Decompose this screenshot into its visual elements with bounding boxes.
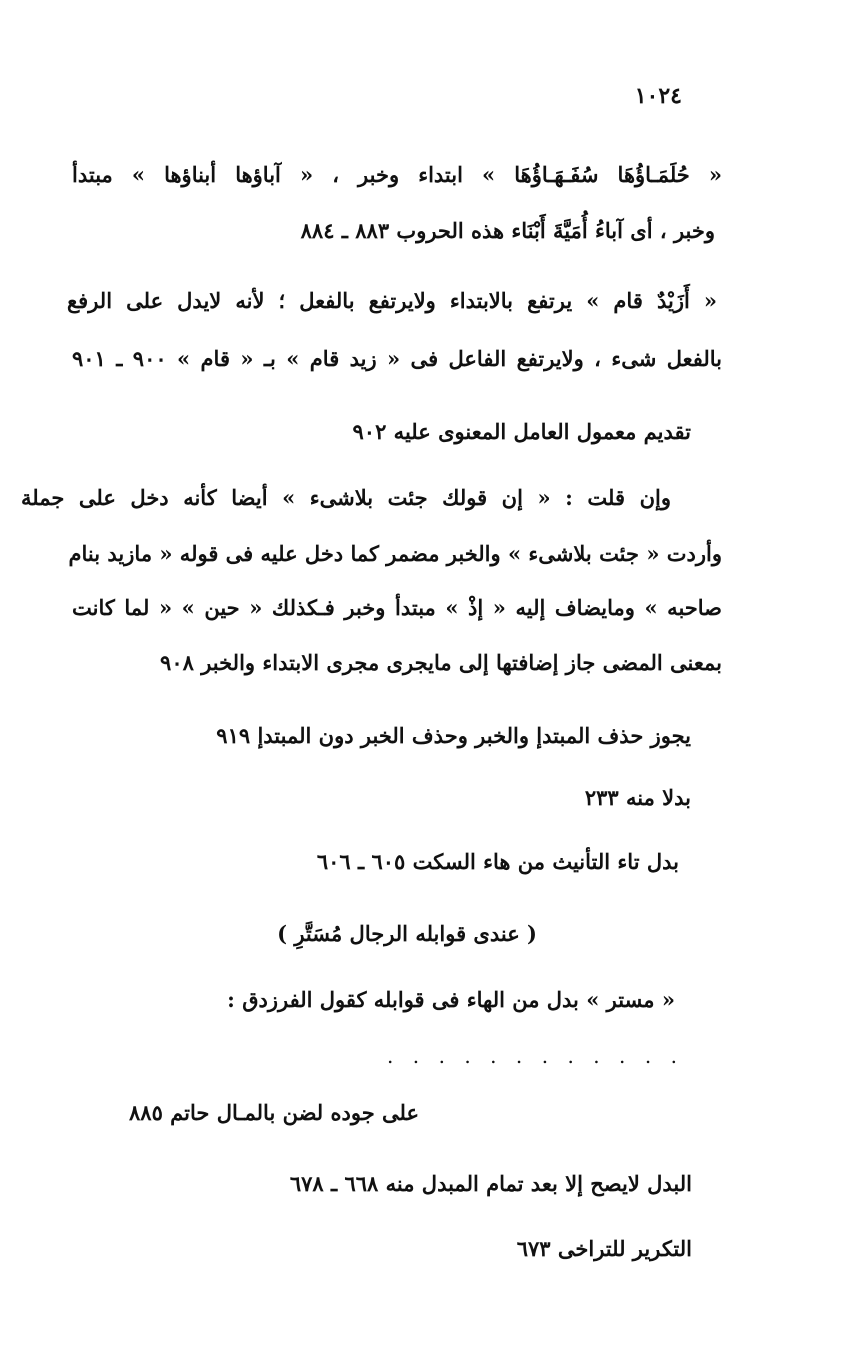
verse-line: ( عندى قوابله الرجال مُسَتَّرِ ) — [277, 921, 537, 946]
text-line: وإن قلت : « إن قولك جئت بلاشىء » أيضا كأنه دخل على جملة — [21, 485, 671, 510]
ellipsis-dots: . . . . . . . . . . . . — [387, 1044, 677, 1068]
text-line: بدل تاء التأنيث من هاء السكت ٦٠٥ ـ ٦٠٦ — [316, 849, 679, 874]
text-line: يجوز حذف المبتدإ والخبر وحذف الخبر دون المبتدإ ٩١٩ — [216, 723, 691, 748]
text-line: البدل لايصح إلا بعد تمام المبدل منه ٦٦٨ ـ ٦٧٨ — [289, 1171, 692, 1196]
text-line: التكرير للتراخى ٦٧٣ — [516, 1236, 692, 1261]
text-line: صاحبه » ومايضاف إليه « إذْ » مبتدأ وخبر فـكذلك « حين » « لما كانت — [72, 595, 722, 620]
text-line: وخبر ، أى آباءُ أُمَيَّةَ أَبْنَاء هذه الحروب ٨٨٣ ـ ٨٨٤ — [300, 218, 715, 243]
text-line: بدلا منه ٢٣٣ — [584, 785, 691, 810]
text-line: « أَزَيْدٌ قام » يرتفع بالابتداء ولايرتفع بالفعل ؛ لأنه لايدل على الرفع — [67, 288, 717, 313]
verse-line: على جوده لضن بالمـال حاتم ٨٨٥ — [129, 1100, 419, 1125]
text-line: وأردت « جئت بلاشىء » والخبر مضمر كما دخل عليه فى قوله « مازيد بنام — [68, 541, 722, 566]
text-line: بمعنى المضى جاز إضافتها إلى مايجرى مجرى الابتداء والخبر ٩٠٨ — [160, 650, 722, 675]
page-number: ١٠٢٤ — [634, 83, 682, 109]
text-line: « مستر » بدل من الهاء فى قوابله كقول الفرزدق : — [227, 987, 675, 1012]
text-line: تقديم معمول العامل المعنوى عليه ٩٠٢ — [352, 419, 691, 444]
text-line: « حُلَمَـاؤُهَا سُفَـهَـاؤُهَا » ابتداء وخبر ، « آباؤها أبناؤها » مبتدأ — [72, 162, 722, 187]
text-line: بالفعل شىء ، ولايرتفع الفاعل فى « زيد قام » بـ « قام » ٩٠٠ ـ ٩٠١ — [72, 346, 723, 371]
